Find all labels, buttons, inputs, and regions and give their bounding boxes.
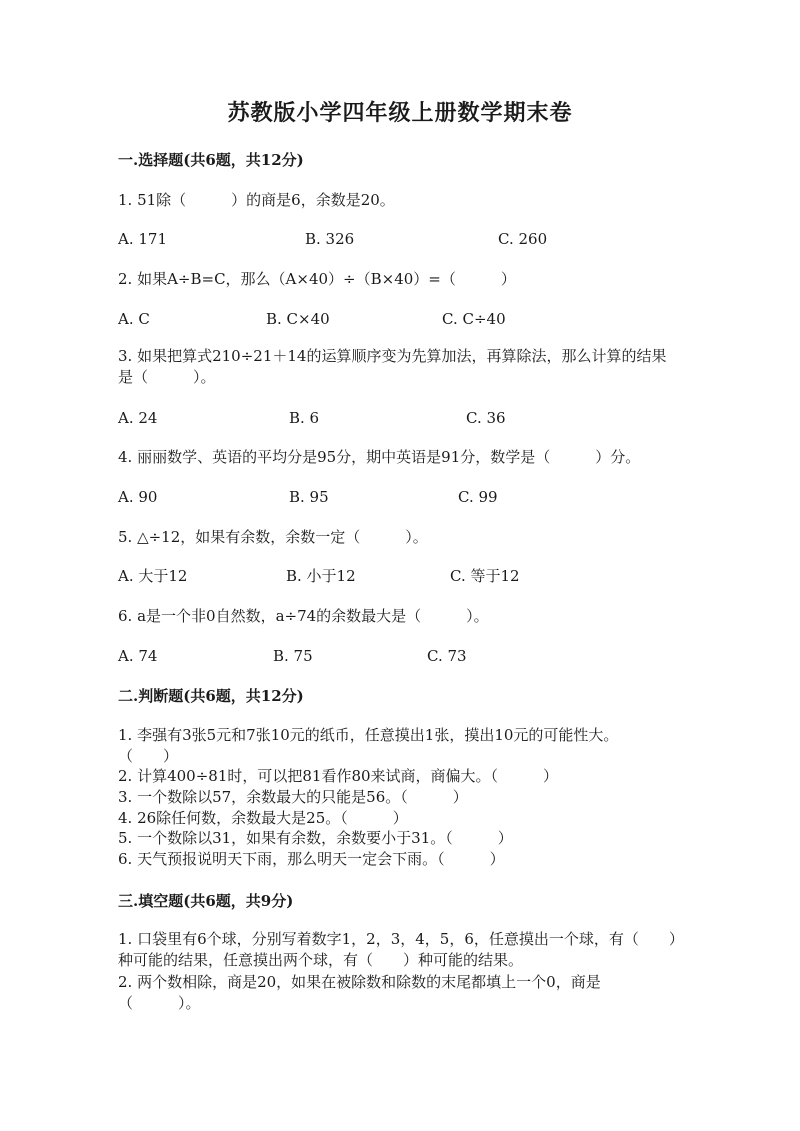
- option-c: C. 99: [458, 488, 498, 506]
- option-a: A. 24: [118, 409, 158, 427]
- question-choice-6: 6. a是一个非0自然数，a÷74的余数最大是（ ）。: [118, 607, 489, 625]
- option-c: C. C÷40: [442, 310, 506, 328]
- option-b: B. 小于12: [286, 567, 356, 585]
- question-choice-2: 2. 如果A÷B=C，那么（A×40）÷（B×40）=（ ）: [118, 270, 516, 288]
- option-c: C. 260: [498, 230, 548, 248]
- option-b: B. 326: [305, 230, 355, 248]
- question-choice-3: 3. 如果把算式210÷21＋14的运算顺序变为先算加法，再算除法，那么计算的结果是（ ）。: [118, 347, 667, 386]
- section-heading-choice: 一.选择题(共6题，共12分): [118, 151, 304, 169]
- option-c: C. 73: [427, 647, 467, 665]
- question-judgment-4: 4. 26除任何数，余数最大是25。（ ）: [118, 809, 408, 827]
- section-heading-fill-in: 三.填空题(共6题，共9分): [118, 892, 294, 910]
- option-b: B. C×40: [266, 310, 330, 328]
- question-choice-4: 4. 丽丽数学、英语的平均分是95分，期中英语是91分，数学是（ ）分。: [118, 448, 641, 466]
- option-a: A. C: [118, 310, 150, 328]
- question-judgment-5: 5. 一个数除以31，如果有余数，余数要小于31。（ ）: [118, 829, 513, 847]
- option-a: A. 大于12: [118, 567, 188, 585]
- section-heading-judgment: 二.判断题(共6题，共12分): [118, 687, 304, 705]
- option-a: A. 171: [118, 230, 167, 248]
- question-judgment-3: 3. 一个数除以57，余数最大的只能是56。（ ）: [118, 788, 468, 806]
- option-b: B. 6: [289, 409, 320, 427]
- question-judgment-2: 2. 计算400÷81时，可以把81看作80来试商，商偏大。（ ）: [118, 767, 559, 785]
- option-c: C. 36: [466, 409, 506, 427]
- option-a: A. 74: [118, 647, 158, 665]
- question-judgment-1: 1. 李强有3张5元和7张10元的纸币，任意摸出1张，摸出10元的可能性大。 （ ）: [118, 726, 656, 765]
- option-b: B. 75: [273, 647, 313, 665]
- option-b: B. 95: [289, 488, 329, 506]
- option-a: A. 90: [118, 488, 158, 506]
- question-judgment-6: 6. 天气预报说明天下雨，那么明天一定会下雨。（ ）: [118, 850, 505, 868]
- question-fill-2: 2. 两个数相除，商是20，如果在被除数和除数的末尾都填上一个0，商是（ ）。: [118, 973, 601, 1012]
- question-choice-5: 5. △÷12，如果有余数，余数一定（ ）。: [118, 528, 428, 546]
- page-title: 苏教版小学四年级上册数学期末卷: [227, 100, 573, 126]
- question-choice-1: 1. 51除（ ）的商是6，余数是20。: [118, 191, 395, 209]
- question-fill-1: 1. 口袋里有6个球，分别写着数字1，2，3，4，5，6，任意摸出一个球，有（ ）种可能的结果，任意摸出两个球，有（ ）种可能的结果。: [118, 930, 677, 969]
- option-c: C. 等于12: [450, 567, 520, 585]
